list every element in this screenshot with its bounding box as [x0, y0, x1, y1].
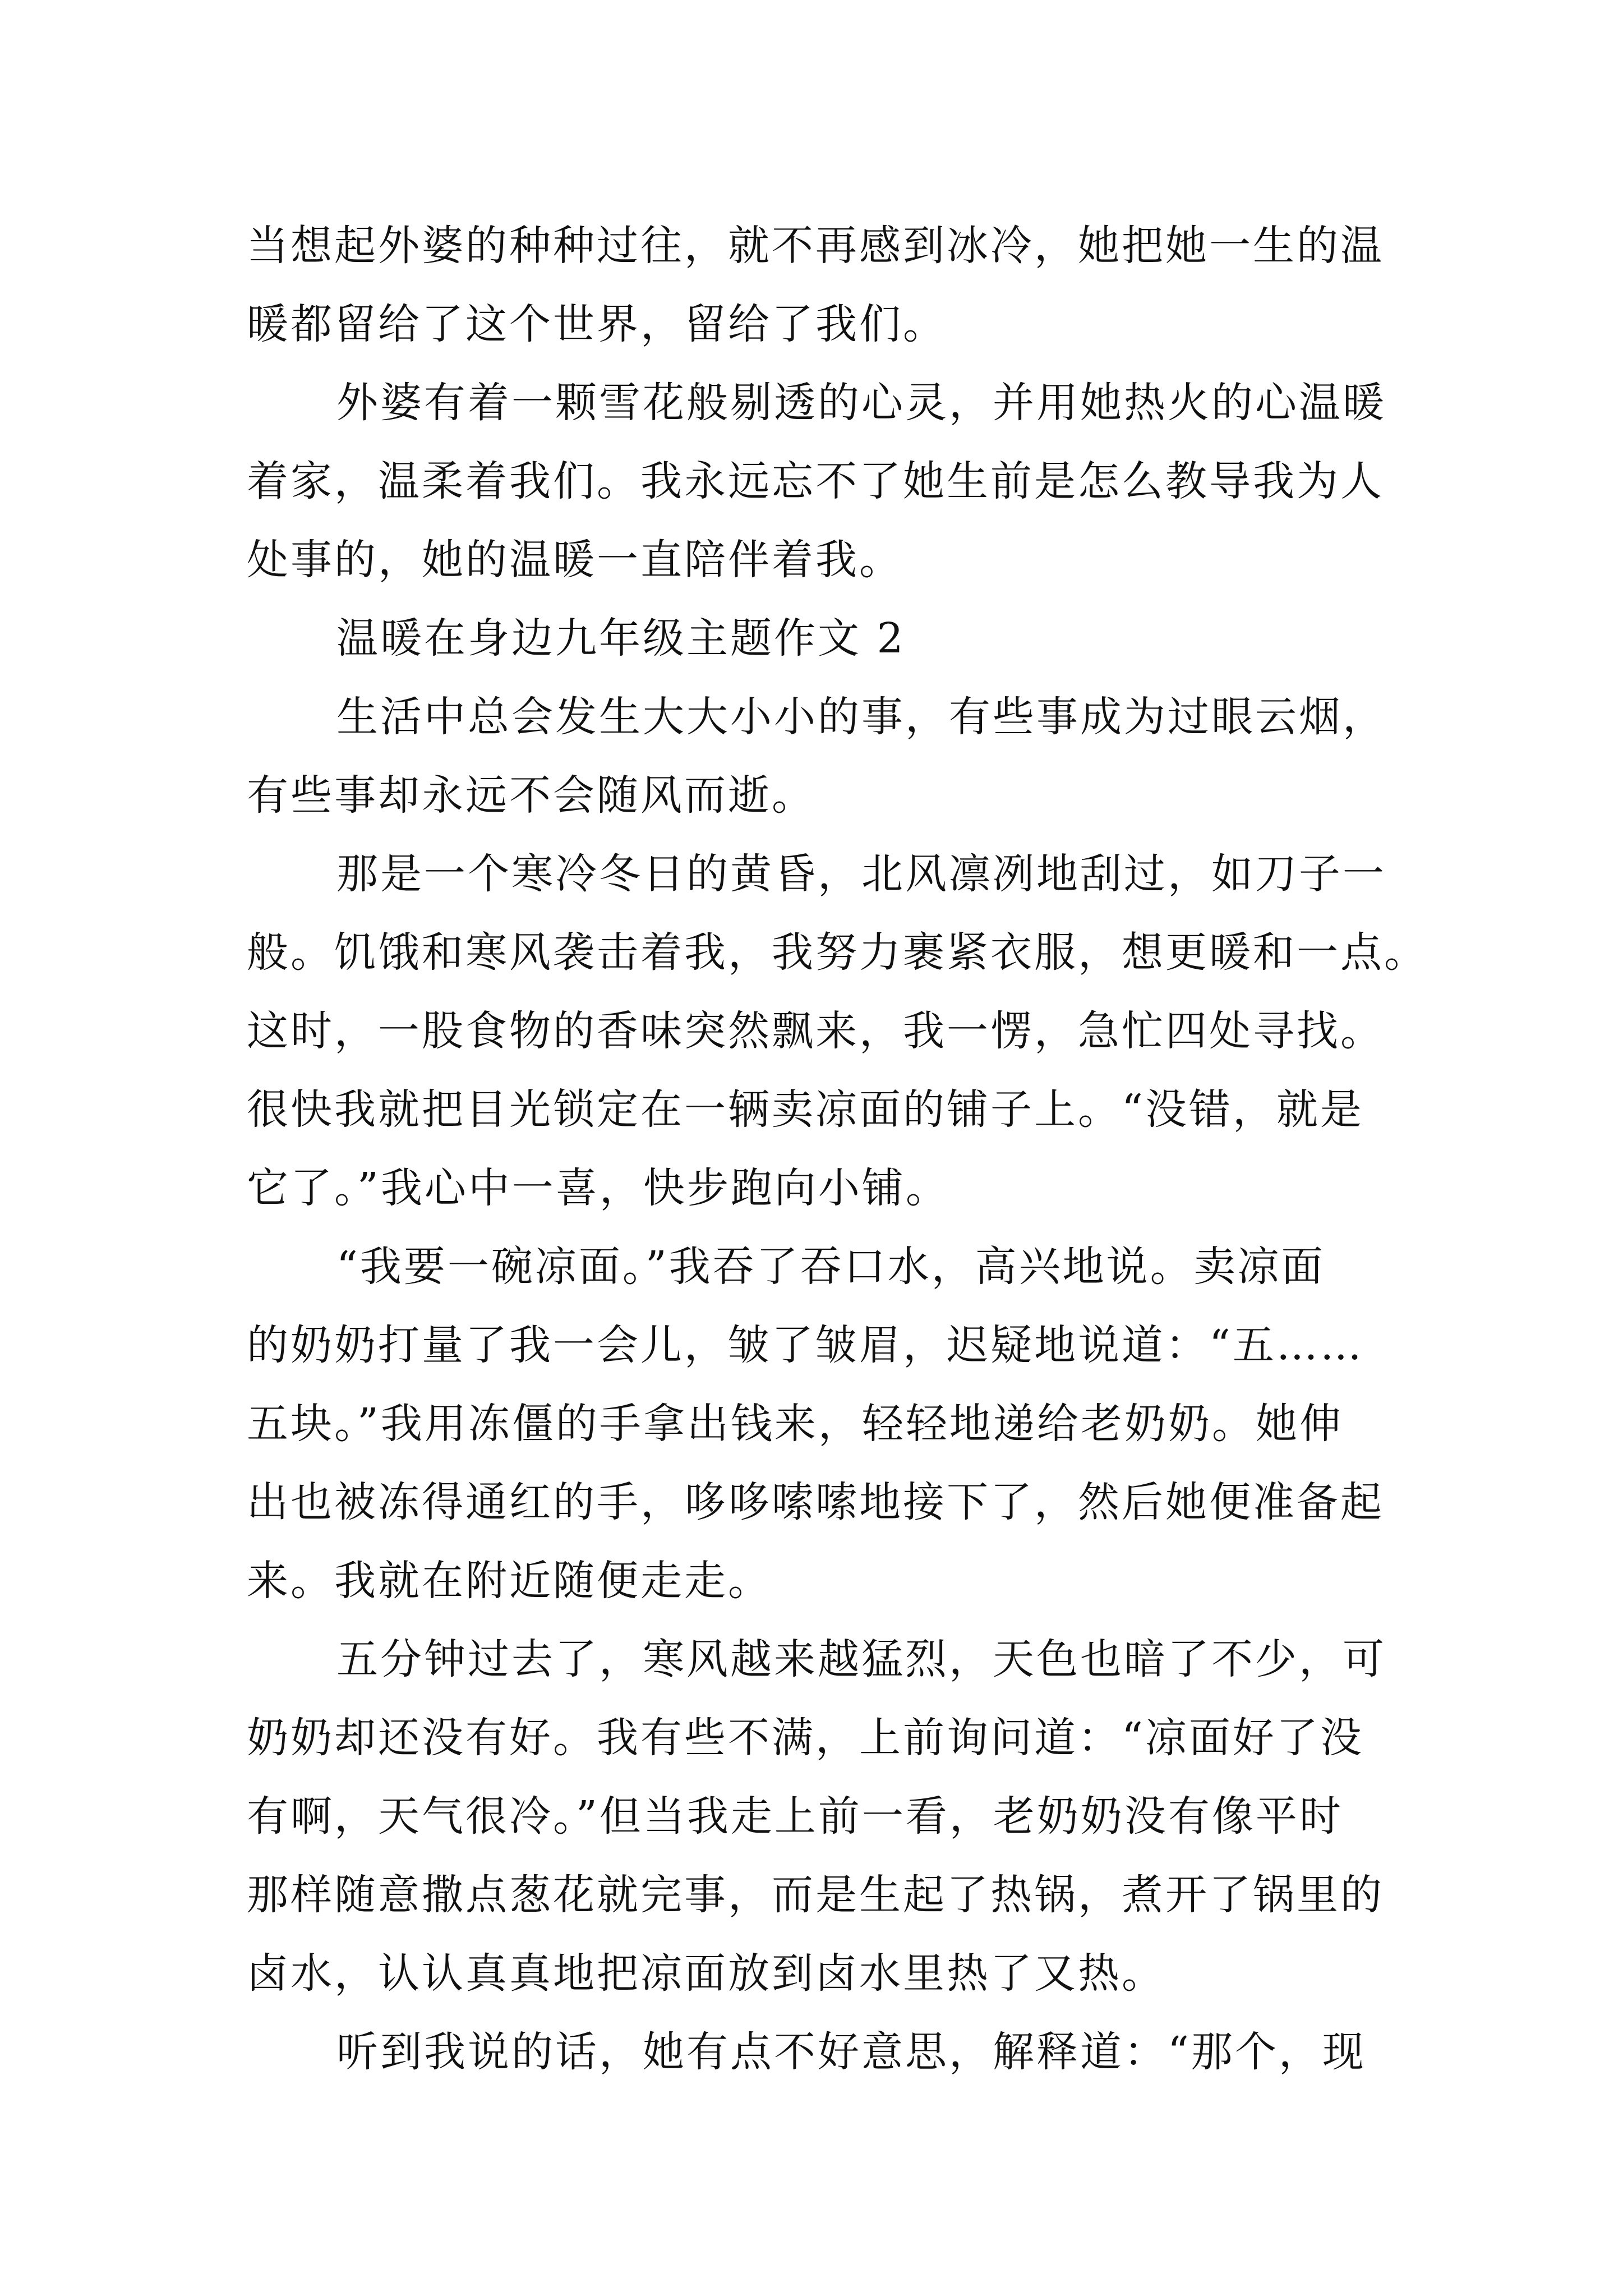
paragraph-line: 听到我说的话，她有点不好意思，解释道：“那个，现: [336, 2028, 1366, 2076]
paragraph-line: 外婆有着一颗雪花般剔透的心灵，并用她热火的心温暖: [336, 379, 1386, 427]
paragraph-line: 五分钟过去了，寒风越来越猛烈，天色也暗了不少，可: [336, 1635, 1386, 1683]
paragraph-line: 般。饥饿和寒风袭击着我，我努力裹紧衣服，想更暖和一点。: [247, 928, 1428, 977]
paragraph-line: 当想起外婆的种种过往，就不再感到冰冷，她把她一生的温: [247, 222, 1384, 270]
paragraph-line: 五块。”我用冻僵的手拿出钱来，轻轻地递给老奶奶。她伸: [247, 1400, 1343, 1448]
paragraph-line: 那样随意撒点葱花就完事，而是生起了热锅，煮开了锅里的: [247, 1871, 1384, 1919]
paragraph-line: 奶奶却还没有好。我有些不满，上前询问道：“凉面好了没: [247, 1714, 1364, 1762]
paragraph-line: 处事的，她的温暖一直陪伴着我。: [247, 536, 903, 584]
paragraph-line: 很快我就把目光锁定在一辆卖凉面的铺子上。“没错，就是: [247, 1085, 1364, 1134]
paragraph-line: 那是一个寒冷冬日的黄昏，北风凛冽地刮过，如刀子一: [336, 850, 1386, 898]
paragraph-line: 的奶奶打量了我一会儿，皱了皱眉，迟疑地说道：“五……: [247, 1321, 1364, 1369]
paragraph-line: 这时，一股食物的香味突然飘来，我一愣，急忙四处寻找。: [247, 1007, 1384, 1055]
paragraph-line: 出也被冻得通红的手，哆哆嗦嗦地接下了，然后她便准备起: [247, 1478, 1384, 1526]
section-title: 温暖在身边九年级主题作文 2: [336, 614, 906, 662]
paragraph-line: 它了。”我心中一喜，快步跑向小铺。: [247, 1164, 949, 1212]
paragraph-line: 生活中总会发生大大小小的事，有些事成为过眼云烟，: [336, 693, 1386, 741]
paragraph-line: 卤水，认认真真地把凉面放到卤水里热了又热。: [247, 1949, 1165, 1998]
paragraph-line: 来。我就在附近随便走走。: [247, 1557, 772, 1605]
paragraph-line: 有啊，天气很冷。”但当我走上前一看，老奶奶没有像平时: [247, 1792, 1343, 1841]
paragraph-line: 有些事却永远不会随风而逝。: [247, 771, 815, 820]
paragraph-line: 着家，温柔着我们。我永远忘不了她生前是怎么教导我为人: [247, 457, 1384, 505]
paragraph-line: 暖都留给了这个世界，留给了我们。: [247, 300, 947, 348]
paragraph-line: “我要一碗凉面。”我吞了吞口水，高兴地说。卖凉面: [336, 1243, 1325, 1291]
